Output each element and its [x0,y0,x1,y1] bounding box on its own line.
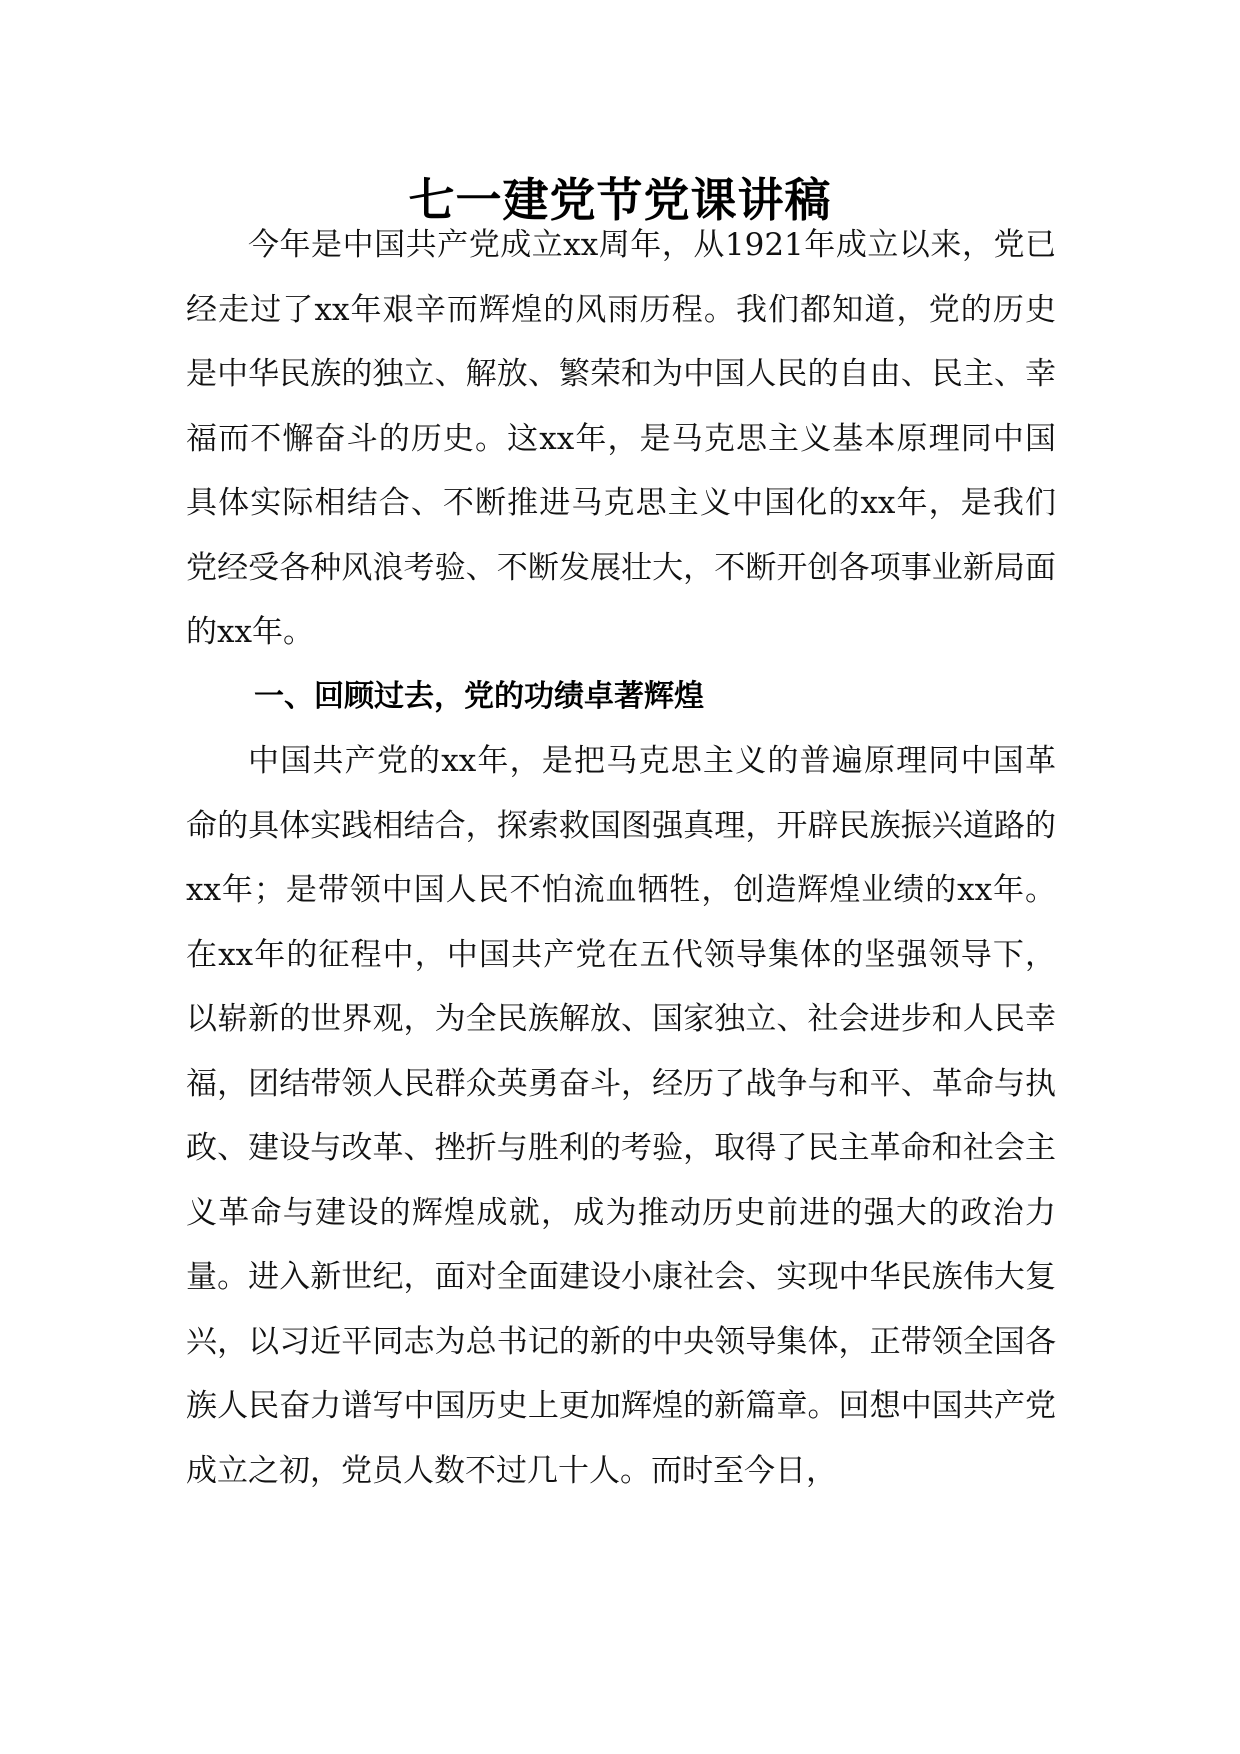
document-title: 七一建党节党课讲稿 [408,173,832,227]
paragraph-review: 中国共产党的xx年，是把马克思主义的普遍原理同中国革命的具体实践相结合，探索救国图强真理，开辟民族振兴道路的xx年；是带领中国人民不怕流血牺牲，创造辉煌业绩的xx年。在xx年的征程中，中国共产党在五代领导集体的坚强领导下，以崭新的世界观，为全民族解放、国家独立、社会进步和人民幸福，团结带领人民群众英勇奋斗，经历了战争与和平、革命与执政、建设与改革、挫折与胜利的考验，取得了民主革命和社会主义革命与建设的辉煌成就，成为推动历史前进的强大的政治力量。进入新世纪，面对全面建设小康社会、实现中华民族伟大复兴，以习近平同志为总书记的新的中央领导集体，正带领全国各族人民奋力谱写中国历史上更加辉煌的新篇章。回想中国共产党成立之初，党员人数不过几十人。而时至今日， [186,743,1056,1489]
document-body [186,213,1056,1503]
paragraph-intro: 今年是中国共产党成立xx周年，从1921年成立以来，党已经走过了xx年艰辛而辉煌的风雨历程。我们都知道，党的历史是中华民族的独立、解放、繁荣和为中国人民的自由、民主、幸福而不懈奋斗的历史。这xx年，是马克思主义基本原理同中国具体实际相结合、不断推进马克思主义中国化的xx年，是我们党经受各种风浪考验、不断发展壮大，不断开创各项事业新局面的xx年。 [186,227,1056,650]
section-heading: 一、回顾过去，党的功绩卓著辉煌 [254,678,704,714]
